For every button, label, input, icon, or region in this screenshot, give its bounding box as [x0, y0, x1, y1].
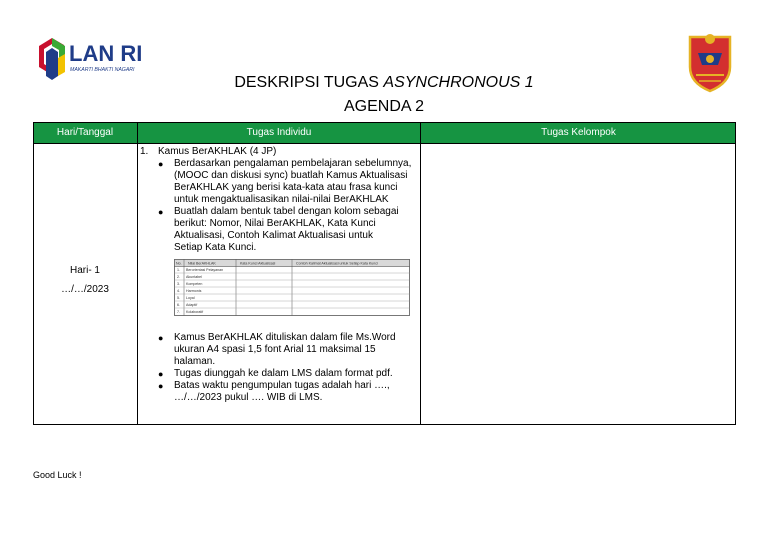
mini-row-num: 4. [177, 289, 180, 293]
mini-header-no: No. [176, 261, 182, 266]
bullet-line: …/…/2023 pukul …. WIB di LMS. [174, 392, 323, 403]
item-title: Kamus BerAKHLAK (4 JP) [158, 146, 277, 157]
bullet-icon: ● [158, 207, 164, 217]
bullet-line: Batas waktu pengumpulan tugas adalah hari …., [174, 380, 390, 391]
bullet-item [158, 158, 426, 206]
good-luck-text: Good Luck ! [33, 470, 82, 480]
lan-logo-text: LAN RI [69, 41, 143, 66]
bullet-icon: ● [158, 381, 164, 391]
bullet-icon: ● [158, 159, 164, 169]
mini-row-value: Kolaboratif [186, 310, 204, 314]
day-label: Hari- 1 [69, 265, 100, 276]
bullet-icon: ● [158, 369, 164, 379]
bullet-line: Tugas diunggah ke dalam LMS dalam format pdf. [174, 368, 393, 379]
table-border-col1 [137, 122, 138, 425]
bullet-line: untuk mengaktualisasikan nilai-nilai BerAKHLAK [174, 194, 389, 205]
bullet-line: halaman. [174, 356, 216, 367]
bullet-line: ukuran A4 spasi 1,5 font Arial 11 maksimal 15 [174, 344, 376, 355]
title-italic: ASYNCHRONOUS 1 [383, 74, 534, 91]
bullet-item [158, 368, 426, 380]
mini-row-num: 1. [177, 268, 180, 272]
mini-header-contoh: Contoh Kalimat Aktualisasi untuk Setiap Kata Kunci [296, 261, 378, 266]
mini-row-value: Loyal [186, 296, 195, 300]
mini-row-value: Kompeten [186, 282, 203, 286]
table-border-header [33, 143, 736, 144]
mini-row-num: 2. [177, 275, 180, 279]
mini-header-nilai: Nilai BerAKHLAK [188, 261, 216, 266]
bullet-item [158, 332, 426, 368]
mini-row-value: Adaptif [186, 303, 198, 307]
bullet-line: berikut: Nomor, Nilai BerAKHLAK, Kata Kunci [174, 218, 376, 229]
mini-row-value: Berorientasi Pelayanan [186, 268, 224, 272]
bullet-item [158, 206, 426, 254]
bullet-line: (MOOC dan diskusi sync) buatlah Kamus Aktualisasi [174, 170, 408, 181]
mini-row-num: 3. [177, 282, 180, 286]
header-tugas-kelompok: Tugas Kelompok [421, 122, 736, 143]
mini-row-value: Harmonis [186, 289, 202, 293]
mini-header-kata: Kata Kunci Aktualisasi [240, 261, 276, 266]
table-border-bottom [33, 424, 736, 425]
mini-row-num: 5. [177, 296, 180, 300]
table-border-right [735, 122, 736, 425]
bullet-line: BerAKHLAK yang berisi kata-kata atau frasa kunci [174, 182, 398, 193]
example-table-image [174, 259, 410, 316]
title-prefix: DESKRIPSI TUGAS [234, 74, 384, 91]
item-number: 1. [140, 146, 149, 157]
header-hari-tanggal: Hari/Tanggal [33, 122, 137, 143]
bullet-line: Kamus BerAKHLAK dituliskan dalam file Ms.Word [174, 332, 396, 343]
bullet-line: Aktualisasi, Contoh Kalimat Aktualisasi untuk [174, 230, 373, 241]
table-border-top [33, 122, 736, 123]
document-title [0, 74, 768, 92]
header-tugas-individu: Tugas Individu [138, 122, 420, 143]
document-subtitle: AGENDA 2 [343, 98, 425, 115]
date-label: …/…/2023 [61, 284, 109, 295]
bullet-item [158, 380, 426, 404]
bullet-line: Berdasarkan pengalaman pembelajaran sebelumnya, [174, 158, 412, 169]
bullet-line: Setiap Kata Kunci. [174, 242, 257, 253]
bullet-line: Buatlah dalam bentuk tabel dengan kolom sebagai [174, 206, 399, 217]
task-table [33, 122, 736, 425]
mini-row-num: 6. [177, 303, 180, 307]
lan-logo-tagline: MAKARTI BHAKTI NAGARI [70, 67, 135, 73]
mini-row-num: 7. [177, 310, 180, 314]
mini-row-value: Akuntabel [186, 275, 202, 279]
bullet-icon: ● [158, 333, 164, 343]
